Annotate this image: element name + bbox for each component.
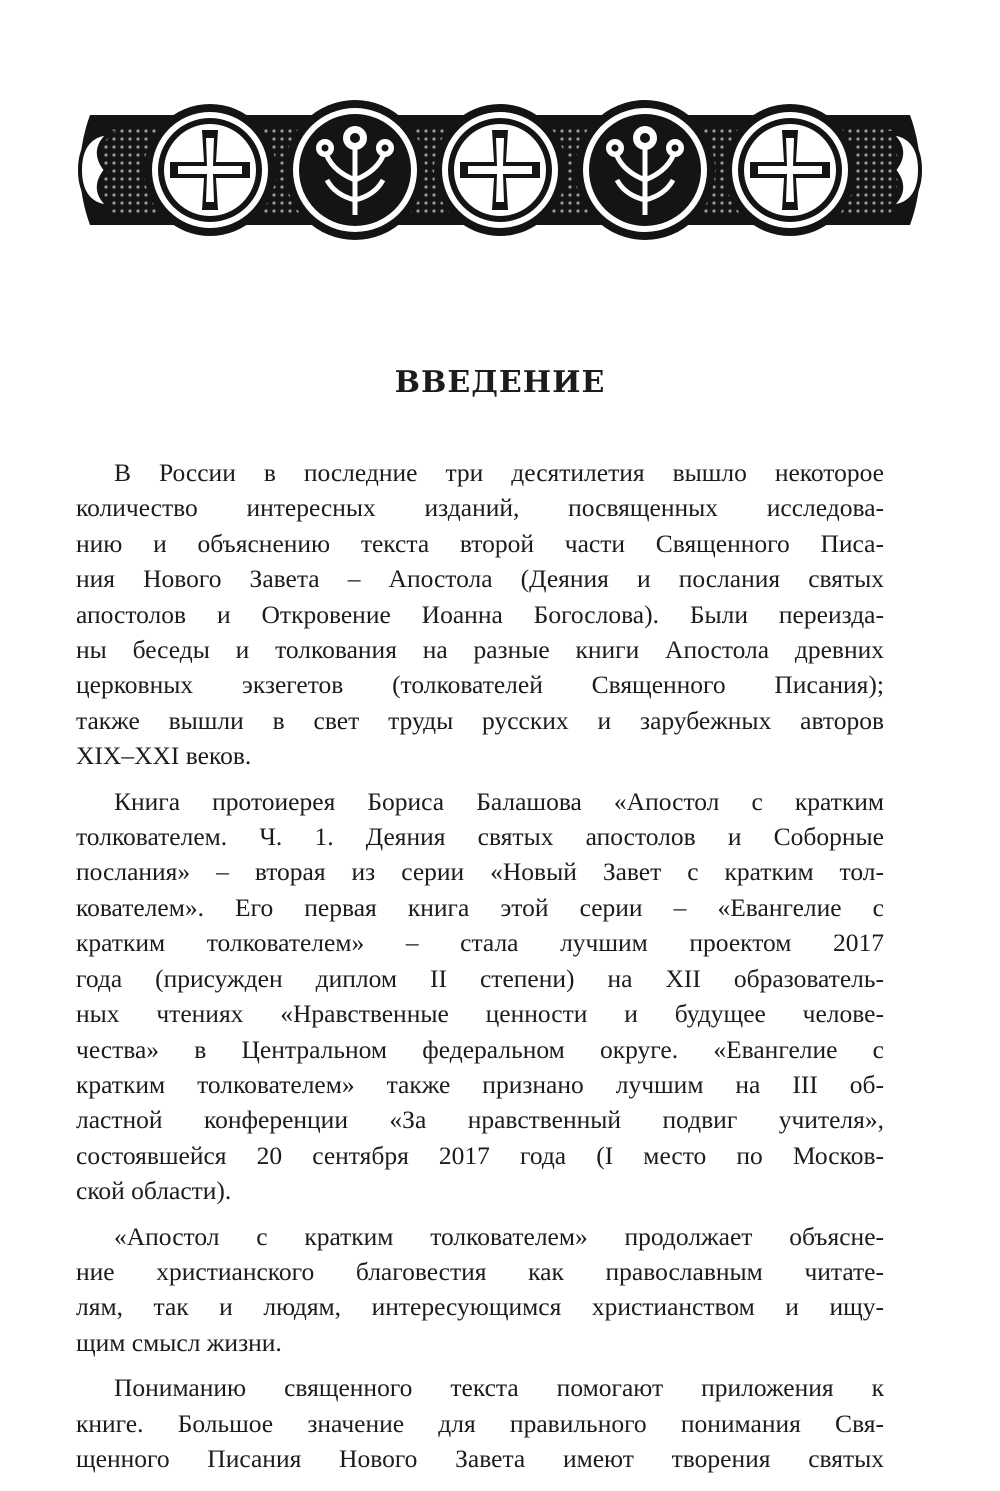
text-line: кратким толкователем» – стала лучшим проектом 2017 bbox=[76, 928, 884, 958]
text-line: щим смысл жизни. bbox=[76, 1327, 282, 1357]
ornament-headpiece bbox=[70, 95, 930, 245]
page-title: ВВЕДЕНИЕ bbox=[394, 365, 606, 400]
text-line: церковных экзегетов (толкователей Священного Писания); bbox=[76, 670, 884, 700]
paragraph bbox=[76, 1370, 884, 1476]
paragraph bbox=[76, 1219, 884, 1361]
paragraph bbox=[76, 455, 884, 774]
text-line: нию и объяснению текста второй части Священного Писа- bbox=[76, 528, 884, 558]
text-line: толкователем. Ч. 1. Деяния святых апостолов и Соборные bbox=[76, 822, 884, 852]
text-line: ской области). bbox=[76, 1176, 232, 1206]
text-line: Пониманию священного текста помогают приложения к bbox=[114, 1373, 884, 1403]
text-line: послания» – вторая из серии «Новый Завет с кратким тол- bbox=[76, 857, 884, 887]
text-line: ны беседы и толкования на разные книги Апостола древних bbox=[76, 635, 884, 665]
text-line: количество интересных изданий, посвященных исследова- bbox=[76, 493, 884, 523]
text-line: книге. Большое значение для правильного понимания Свя- bbox=[76, 1408, 884, 1438]
paragraph bbox=[76, 784, 884, 1209]
flower-medallion-icon bbox=[575, 100, 715, 240]
text-line: апостолов и Откровение Иоанна Богослова). Были переизда- bbox=[76, 599, 884, 629]
text-line: ных чтениях «Нравственные ценности и будущее челове- bbox=[76, 999, 884, 1029]
text-line: кратким толкователем» также признано лучшим на III об- bbox=[76, 1069, 884, 1099]
text-line: лям, так и людям, интересующимся христианством и ищу- bbox=[76, 1292, 884, 1322]
text-line: «Апостол с кратким толкователем» продолжает объясне- bbox=[114, 1221, 884, 1251]
text-line: XIX–XXI веков. bbox=[76, 741, 252, 771]
text-line: ния Нового Завета – Апостола (Деяния и послания святых bbox=[76, 564, 884, 594]
cross-medallion-icon bbox=[144, 104, 276, 236]
text-line: чества» в Центральном федеральном округе. «Евангелие с bbox=[76, 1034, 884, 1064]
cross-medallion-icon bbox=[434, 104, 566, 236]
text-line: также вышли в свет труды русских и зарубежных авторов bbox=[76, 705, 884, 735]
text-line: щенного Писания Нового Завета имеют творения святых bbox=[76, 1443, 884, 1473]
text-line: кователем». Его первая книга этой серии – «Евангелие с bbox=[76, 892, 884, 922]
text-line: В России в последние три десятилетия вышло некоторое bbox=[114, 458, 884, 487]
text-line: года (присужден диплом II степени) на XII образователь- bbox=[76, 963, 884, 993]
text-line: ние христианского благовестия как православным читате- bbox=[76, 1256, 884, 1286]
text-line: Книга протоиерея Бориса Балашова «Апостол с кратким bbox=[114, 786, 884, 816]
text-line: ластной конференции «За нравственный подвиг учителя», bbox=[76, 1105, 884, 1135]
cross-medallion-icon bbox=[724, 104, 856, 236]
text-line: состоявшейся 20 сентября 2017 года (I место по Москов- bbox=[76, 1140, 884, 1170]
flower-medallion-icon bbox=[285, 100, 425, 240]
body-text bbox=[76, 455, 884, 1476]
